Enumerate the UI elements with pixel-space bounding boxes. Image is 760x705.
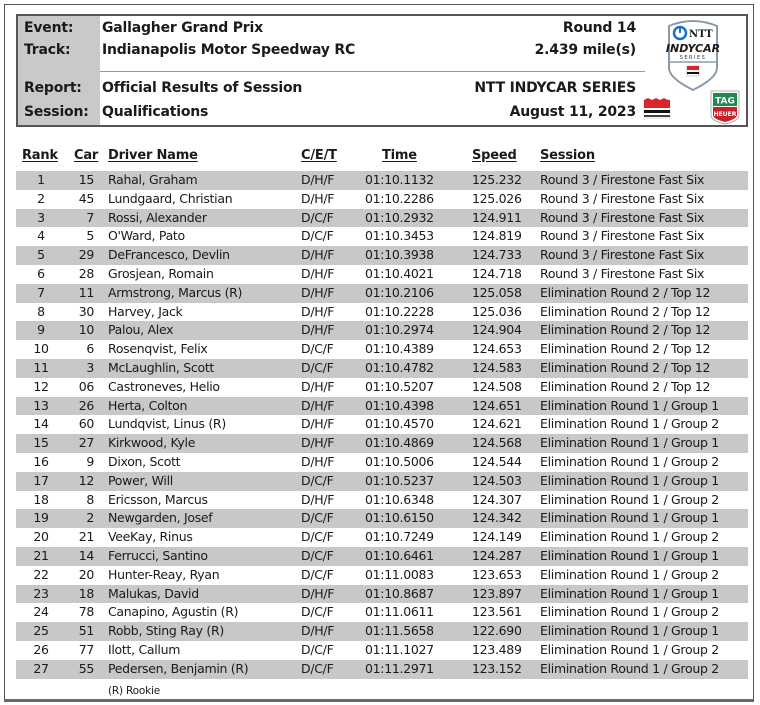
driver-name-cell: Canapino, Agustin (R): [108, 604, 239, 620]
car-number-cell: 15: [78, 172, 94, 187]
driver-name-cell: Armstrong, Marcus (R): [108, 284, 243, 300]
speed-cell: 124.904: [472, 322, 522, 338]
cet-cell: D/C/F: [301, 510, 334, 526]
speed-cell: 124.718: [472, 265, 522, 281]
session-cell: Round 3 / Firestone Fast Six: [540, 172, 705, 187]
cet-cell: D/H/F: [301, 247, 335, 263]
table-row: [16, 415, 748, 434]
driver-name-cell: Pedersen, Benjamin (R): [108, 660, 249, 676]
svg-text:HEUER: HEUER: [713, 111, 737, 118]
car-number-cell: 2: [86, 510, 94, 526]
table-row: [16, 585, 748, 604]
report-header: [16, 14, 748, 127]
car-number-cell: 20: [78, 566, 94, 582]
session-date: August 11, 2023: [509, 104, 636, 120]
speed-cell: 125.058: [472, 284, 522, 300]
speed-cell: 124.503: [472, 472, 522, 488]
car-number-cell: 8: [86, 491, 94, 507]
session-cell: Elimination Round 1 / Group 2: [540, 453, 719, 469]
track-length: 2.439 mile(s): [534, 42, 636, 58]
session-cell: Elimination Round 1 / Group 2: [540, 660, 719, 676]
speed-cell: 124.911: [472, 209, 522, 225]
session-cell: Round 3 / Firestone Fast Six: [540, 247, 705, 263]
session-cell: Elimination Round 2 / Top 12: [540, 322, 711, 338]
rank-cell: 7: [37, 284, 45, 300]
round-number: Round 14: [562, 20, 636, 36]
rank-cell: 24: [33, 604, 49, 620]
table-row: [16, 265, 748, 284]
table-row: [16, 303, 748, 322]
driver-name-cell: Robb, Sting Ray (R): [108, 623, 224, 639]
col-header-session: Session: [540, 148, 595, 163]
header-divider: [100, 71, 645, 72]
lap-time-cell: 01:11.0083: [365, 566, 434, 582]
driver-name-cell: Lundqvist, Linus (R): [108, 416, 226, 432]
lap-time-cell: 01:10.2228: [365, 303, 434, 319]
car-number-cell: 28: [78, 265, 94, 281]
session-cell: Elimination Round 1 / Group 2: [540, 566, 719, 582]
track-label: Track:: [24, 42, 71, 58]
rank-cell: 20: [33, 529, 49, 545]
svg-text:NTT: NTT: [689, 29, 713, 40]
cet-cell: D/H/F: [301, 416, 335, 432]
table-row: [16, 209, 748, 228]
speed-cell: 124.342: [472, 510, 522, 526]
speed-cell: 123.653: [472, 566, 522, 582]
driver-name-cell: Malukas, David: [108, 585, 199, 601]
cet-cell: D/H/F: [301, 491, 335, 507]
session-cell: Round 3 / Firestone Fast Six: [540, 190, 705, 206]
lap-time-cell: 01:10.4869: [365, 435, 434, 451]
driver-name-cell: O'Ward, Pato: [108, 228, 185, 244]
table-row: [16, 321, 748, 340]
rank-cell: 15: [33, 435, 49, 451]
car-number-cell: 10: [78, 322, 94, 338]
rank-cell: 23: [33, 585, 49, 601]
lap-time-cell: 01:10.4021: [365, 265, 434, 281]
speed-cell: 125.232: [472, 172, 522, 187]
col-header-car: Car: [74, 148, 99, 163]
rank-cell: 21: [33, 547, 49, 563]
session-cell: Elimination Round 1 / Group 1: [540, 435, 719, 451]
table-row: [16, 359, 748, 378]
rank-cell: 10: [33, 341, 49, 357]
table-row: [16, 660, 748, 679]
event-label: Event:: [24, 20, 74, 36]
cet-cell: D/H/F: [301, 190, 335, 206]
rank-cell: 16: [33, 453, 49, 469]
cet-cell: D/H/F: [301, 172, 335, 187]
car-number-cell: 60: [78, 416, 94, 432]
lap-time-cell: 01:10.5207: [365, 378, 434, 394]
cet-cell: D/C/F: [301, 472, 334, 488]
cet-cell: D/H/F: [301, 303, 335, 319]
col-header-driver: Driver Name: [108, 148, 198, 163]
cet-cell: D/C/F: [301, 359, 334, 375]
lap-time-cell: 01:10.5237: [365, 472, 434, 488]
driver-name-cell: Herta, Colton: [108, 397, 188, 413]
cet-cell: D/C/F: [301, 604, 334, 620]
driver-name-cell: Hunter-Reay, Ryan: [108, 566, 220, 582]
speed-cell: 125.026: [472, 190, 522, 206]
rank-cell: 14: [33, 416, 49, 432]
report-label: Report:: [24, 80, 82, 96]
table-row: [16, 528, 748, 547]
event-name: Gallagher Grand Prix: [102, 20, 263, 36]
table-row: [16, 566, 748, 585]
speed-cell: 124.568: [472, 435, 522, 451]
driver-name-cell: Ferrucci, Santino: [108, 547, 208, 563]
car-number-cell: 26: [78, 397, 94, 413]
session-cell: Round 3 / Firestone Fast Six: [540, 209, 705, 225]
cet-cell: D/C/F: [301, 228, 334, 244]
driver-name-cell: Lundgaard, Christian: [108, 190, 233, 206]
session-cell: Elimination Round 1 / Group 1: [540, 623, 719, 639]
cet-cell: D/H/F: [301, 397, 335, 413]
rank-cell: 27: [33, 660, 49, 676]
session-cell: Elimination Round 1 / Group 1: [540, 397, 719, 413]
col-header-speed: Speed: [472, 148, 517, 163]
car-number-cell: 11: [78, 284, 94, 300]
lap-time-cell: 01:11.2971: [365, 660, 434, 676]
speed-cell: 124.583: [472, 359, 522, 375]
lap-time-cell: 01:10.3453: [365, 228, 434, 244]
speed-cell: 123.561: [472, 604, 522, 620]
col-header-rank: Rank: [22, 148, 58, 163]
car-number-cell: 55: [78, 660, 94, 676]
rank-cell: 1: [37, 172, 45, 187]
cet-cell: D/C/F: [301, 566, 334, 582]
speed-cell: 123.152: [472, 660, 522, 676]
speed-cell: 124.733: [472, 247, 522, 263]
lap-time-cell: 01:11.5658: [365, 623, 434, 639]
car-number-cell: 14: [78, 547, 94, 563]
speed-cell: 124.149: [472, 529, 522, 545]
session-label: Session:: [24, 104, 89, 120]
session-cell: Elimination Round 1 / Group 2: [540, 416, 719, 432]
car-number-cell: 78: [78, 604, 94, 620]
car-number-cell: 9: [86, 453, 94, 469]
rank-cell: 22: [33, 566, 49, 582]
rank-cell: 6: [37, 265, 45, 281]
driver-name-cell: Newgarden, Josef: [108, 510, 213, 526]
speed-cell: 124.287: [472, 547, 522, 563]
speed-cell: 124.651: [472, 397, 522, 413]
rank-cell: 19: [33, 510, 49, 526]
session-cell: Elimination Round 2 / Top 12: [540, 341, 711, 357]
lap-time-cell: 01:10.6461: [365, 547, 434, 563]
session-cell: Round 3 / Firestone Fast Six: [540, 265, 705, 281]
lap-time-cell: 01:10.4570: [365, 416, 434, 432]
lap-time-cell: 01:10.2286: [365, 190, 434, 206]
lap-time-cell: 01:10.1132: [365, 172, 434, 187]
lap-time-cell: 01:10.3938: [365, 247, 434, 263]
rank-cell: 11: [33, 359, 49, 375]
table-row: [16, 547, 748, 566]
lap-time-cell: 01:10.6348: [365, 491, 434, 507]
session-cell: Elimination Round 2 / Top 12: [540, 359, 711, 375]
driver-name-cell: Rossi, Alexander: [108, 209, 207, 225]
table-row: [16, 622, 748, 641]
table-row: [16, 472, 748, 491]
car-number-cell: 12: [78, 472, 94, 488]
rank-cell: 5: [37, 247, 45, 263]
table-row: [16, 641, 748, 660]
lap-time-cell: 01:11.1027: [365, 641, 434, 657]
driver-name-cell: Ericsson, Marcus: [108, 491, 208, 507]
car-number-cell: 29: [78, 247, 94, 263]
speed-cell: 125.036: [472, 303, 522, 319]
table-row: [16, 340, 748, 359]
session-cell: Elimination Round 1 / Group 2: [540, 604, 719, 620]
speed-cell: 122.690: [472, 623, 522, 639]
session-cell: Elimination Round 1 / Group 1: [540, 547, 719, 563]
driver-name-cell: Dixon, Scott: [108, 453, 181, 469]
table-row: [16, 453, 748, 472]
lap-time-cell: 01:10.2974: [365, 322, 434, 338]
driver-name-cell: Harvey, Jack: [108, 303, 183, 319]
driver-name-cell: Castroneves, Helio: [108, 378, 220, 394]
driver-name-cell: McLaughlin, Scott: [108, 359, 215, 375]
driver-name-cell: Power, Will: [108, 472, 173, 488]
car-number-cell: 77: [78, 641, 94, 657]
lap-time-cell: 01:10.4389: [365, 341, 434, 357]
cet-cell: D/H/F: [301, 322, 335, 338]
session-cell: Round 3 / Firestone Fast Six: [540, 228, 705, 244]
rank-cell: 18: [33, 491, 49, 507]
track-name: Indianapolis Motor Speedway RC: [102, 42, 356, 58]
car-number-cell: 5: [86, 228, 94, 244]
speed-cell: 124.819: [472, 228, 522, 244]
rank-cell: 25: [33, 623, 49, 639]
cet-cell: D/H/F: [301, 623, 335, 639]
car-number-cell: 30: [78, 303, 94, 319]
rank-cell: 4: [37, 228, 45, 244]
series-name: NTT INDYCAR SERIES: [474, 80, 636, 96]
car-number-cell: 21: [78, 529, 94, 545]
table-row: [16, 227, 748, 246]
lap-time-cell: 01:10.4398: [365, 397, 434, 413]
table-row: [16, 190, 748, 209]
cet-cell: D/C/F: [301, 547, 334, 563]
svg-text:TAG: TAG: [715, 96, 735, 107]
session-cell: Elimination Round 1 / Group 2: [540, 641, 719, 657]
rank-cell: 9: [37, 322, 45, 338]
cet-cell: D/C/F: [301, 341, 334, 357]
driver-name-cell: Rosenqvist, Felix: [108, 341, 208, 357]
lap-time-cell: 01:10.5006: [365, 453, 434, 469]
cet-cell: D/H/F: [301, 585, 335, 601]
lap-time-cell: 01:10.2932: [365, 209, 434, 225]
car-number-cell: 6: [86, 341, 94, 357]
ntt-indycar-logo-icon: [663, 18, 723, 92]
speed-cell: 124.544: [472, 453, 522, 469]
rank-cell: 12: [33, 378, 49, 394]
results-table: [16, 171, 748, 679]
session-name: Qualifications: [102, 104, 209, 120]
table-row: [16, 603, 748, 622]
car-number-cell: 3: [86, 359, 94, 375]
session-cell: Elimination Round 1 / Group 1: [540, 585, 719, 601]
cet-cell: D/H/F: [301, 453, 335, 469]
cet-cell: D/H/F: [301, 284, 335, 300]
cet-cell: D/H/F: [301, 435, 335, 451]
speed-cell: 124.508: [472, 378, 522, 394]
speed-cell: 124.653: [472, 341, 522, 357]
speed-cell: 124.621: [472, 416, 522, 432]
table-row: [16, 246, 748, 265]
svg-text:INDYCAR: INDYCAR: [665, 42, 721, 55]
table-row: [16, 397, 748, 416]
lap-time-cell: 01:10.7249: [365, 529, 434, 545]
session-cell: Elimination Round 1 / Group 1: [540, 472, 719, 488]
svg-text:SERIES: SERIES: [679, 55, 707, 61]
cet-cell: D/C/F: [301, 529, 334, 545]
lap-time-cell: 01:10.8687: [365, 585, 434, 601]
driver-name-cell: Kirkwood, Kyle: [108, 435, 196, 451]
car-number-cell: 18: [78, 585, 94, 601]
session-cell: Elimination Round 1 / Group 2: [540, 529, 719, 545]
table-row: [16, 509, 748, 528]
car-number-cell: 45: [78, 190, 94, 206]
session-cell: Elimination Round 2 / Top 12: [540, 284, 711, 300]
speed-cell: 124.307: [472, 491, 522, 507]
cet-cell: D/H/F: [301, 378, 335, 394]
ims-logo-icon: [642, 96, 672, 122]
driver-name-cell: Grosjean, Romain: [108, 265, 214, 281]
lap-time-cell: 01:10.4782: [365, 359, 434, 375]
rank-cell: 17: [33, 472, 49, 488]
session-cell: Elimination Round 2 / Top 12: [540, 378, 711, 394]
table-row: [16, 171, 748, 190]
cet-cell: D/H/F: [301, 265, 335, 281]
driver-name-cell: Ilott, Callum: [108, 641, 181, 657]
rank-cell: 2: [37, 190, 45, 206]
driver-name-cell: VeeKay, Rinus: [108, 529, 193, 545]
table-row: [16, 491, 748, 510]
car-number-cell: 27: [78, 435, 94, 451]
lap-time-cell: 01:10.6150: [365, 510, 434, 526]
session-cell: Elimination Round 2 / Top 12: [540, 303, 711, 319]
car-number-cell: 7: [86, 209, 94, 225]
rank-cell: 8: [37, 303, 45, 319]
table-row: [16, 284, 748, 303]
cet-cell: D/C/F: [301, 660, 334, 676]
driver-name-cell: DeFrancesco, Devlin: [108, 247, 230, 263]
session-cell: Elimination Round 1 / Group 1: [540, 510, 719, 526]
report-name: Official Results of Session: [102, 80, 303, 96]
car-number-cell: 06: [78, 378, 94, 394]
lap-time-cell: 01:10.2106: [365, 284, 434, 300]
col-header-cet: C/E/T: [301, 148, 337, 163]
driver-name-cell: Palou, Alex: [108, 322, 174, 338]
col-header-time: Time: [382, 148, 417, 163]
table-row: [16, 378, 748, 397]
rank-cell: 3: [37, 209, 45, 225]
car-number-cell: 51: [78, 623, 94, 639]
cet-cell: D/C/F: [301, 209, 334, 225]
driver-name-cell: Rahal, Graham: [108, 172, 198, 187]
speed-cell: 123.897: [472, 585, 522, 601]
rookie-footnote: (R) Rookie: [108, 685, 160, 697]
rank-cell: 13: [33, 397, 49, 413]
speed-cell: 123.489: [472, 641, 522, 657]
session-cell: Elimination Round 1 / Group 2: [540, 491, 719, 507]
tag-heuer-logo-icon: [708, 89, 742, 125]
cet-cell: D/C/F: [301, 641, 334, 657]
lap-time-cell: 01:11.0611: [365, 604, 434, 620]
table-row: [16, 434, 748, 453]
rank-cell: 26: [33, 641, 49, 657]
